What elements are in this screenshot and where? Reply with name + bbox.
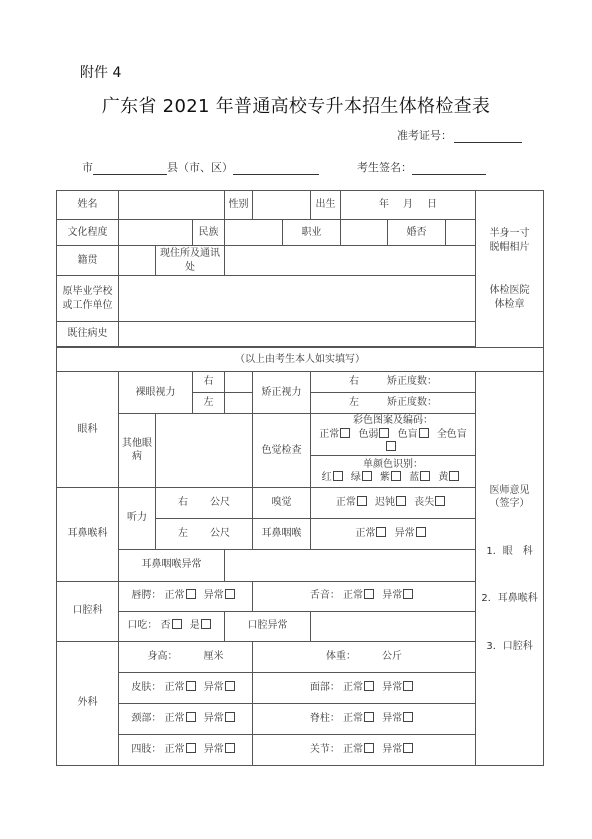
tongue-normal-label: 正常: [343, 590, 364, 602]
native-place-label: 籍贯: [57, 246, 119, 276]
cv-weak-checkbox[interactable]: [379, 428, 389, 438]
stutter-yes-checkbox[interactable]: [201, 619, 211, 629]
skin-normal-checkbox[interactable]: [186, 681, 196, 691]
location-signature-row: [82, 159, 522, 175]
limbs-normal-checkbox[interactable]: [186, 743, 196, 753]
limbs-normal-label: 正常: [164, 743, 185, 755]
eye-section-label: 眼科: [57, 372, 119, 488]
joints-normal-label: 正常: [343, 743, 364, 755]
red-label: 红: [321, 472, 332, 483]
row-ent-1: [57, 487, 544, 518]
smell-normal-label: 正常: [335, 496, 356, 508]
cv-weak-label: 色弱: [358, 428, 379, 440]
education-label: 文化程度: [57, 220, 119, 246]
photo-hint-1: 半身一寸: [489, 228, 530, 239]
face-normal-label: 正常: [343, 681, 364, 693]
year-label: 年: [379, 199, 390, 211]
hearing-right-unit: 公尺: [210, 496, 231, 508]
hearing-right-label: 右: [178, 496, 189, 508]
naked-vision-label: 裸眼视力: [119, 372, 193, 414]
eye-item-label: 1．眼 科: [486, 545, 533, 557]
history-label: 既往病史: [57, 322, 119, 347]
corrected-vision-label: 矫正视力: [253, 372, 311, 414]
spine-normal-label: 正常: [343, 712, 364, 724]
other-disease-label: 其他眼病: [119, 414, 156, 488]
skin-normal-label: 正常: [164, 681, 185, 693]
occupation-field[interactable]: [341, 220, 388, 246]
weight-label: 体重：: [326, 650, 357, 662]
height-unit: 厘米: [203, 650, 224, 662]
doctor-opinion-label: 医师意见: [489, 484, 530, 496]
hearing-right-cell[interactable]: [156, 487, 253, 518]
row-surgery-1: [57, 641, 544, 672]
face-abnormal-label: 异常: [382, 681, 403, 693]
smell-normal-checkbox[interactable]: [357, 496, 367, 506]
name-label: 姓名: [57, 191, 119, 220]
cv-normal-label: 正常: [319, 428, 340, 440]
row-eye-3: [57, 414, 544, 456]
row-eye-1: [57, 372, 544, 393]
spine-abnormal-label: 异常: [382, 712, 403, 724]
skin-cell: [119, 672, 253, 703]
cv-total-blind-checkbox[interactable]: [386, 441, 396, 451]
oral-abnormal-field[interactable]: [311, 611, 476, 641]
smell-lost-label: 丧失: [414, 496, 435, 508]
smell-dull-checkbox[interactable]: [396, 496, 406, 506]
weight-cell[interactable]: [253, 641, 476, 672]
purple-label: 紫: [380, 472, 391, 483]
joints-cell: [253, 734, 476, 765]
face-cell: [253, 672, 476, 703]
stutter-cell: [119, 611, 225, 641]
throat-options: [311, 518, 476, 549]
joints-normal-checkbox[interactable]: [364, 743, 374, 753]
naked-left-label: 左: [193, 393, 225, 414]
red-checkbox[interactable]: [333, 471, 343, 481]
tongue-label: 舌音：: [309, 590, 340, 602]
hearing-left-label: 左: [178, 527, 189, 539]
cv-normal-checkbox[interactable]: [340, 428, 350, 438]
school-label: 原毕业学校或工作单位: [57, 276, 119, 322]
county-field[interactable]: [233, 162, 319, 175]
surgery-section-label: 外科: [57, 641, 119, 765]
limbs-abnormal-checkbox[interactable]: [225, 743, 235, 753]
attachment-label: 附件 4: [80, 65, 122, 81]
month-label: 月: [403, 199, 414, 211]
marital-label: 婚否: [388, 220, 446, 246]
row-surgery-3: [57, 703, 544, 734]
seal-hint-1: 体检医院: [489, 285, 530, 296]
corrected-left-degree-label: 矫正度数：: [387, 397, 438, 409]
row-school: [57, 276, 544, 322]
doctor-sign-paren: （签字）: [489, 498, 530, 509]
lips-normal-checkbox[interactable]: [186, 589, 196, 599]
marital-field[interactable]: [446, 220, 476, 246]
face-normal-checkbox[interactable]: [364, 681, 374, 691]
neck-normal-checkbox[interactable]: [186, 712, 196, 722]
hearing-left-cell[interactable]: [156, 518, 253, 549]
corrected-left-cell[interactable]: [311, 393, 476, 414]
photo-area[interactable]: [476, 191, 544, 348]
ticket-number-field[interactable]: [454, 130, 522, 143]
lips-normal-label: 正常: [164, 590, 185, 602]
throat-abnormal-checkbox[interactable]: [416, 527, 426, 537]
row-oral-1: [57, 581, 544, 611]
purple-checkbox[interactable]: [391, 471, 401, 481]
hearing-left-unit: 公尺: [210, 527, 231, 539]
throat-abnormal-label: 异常: [394, 527, 415, 539]
ent-section-label: 耳鼻喉科: [57, 487, 119, 581]
smell-options: [311, 487, 476, 518]
stutter-yes-label: 是: [189, 620, 200, 632]
face-abnormal-checkbox[interactable]: [403, 681, 413, 691]
school-field[interactable]: [119, 276, 476, 322]
yellow-label: 黄: [438, 472, 449, 483]
oral-section-label: 口腔科: [57, 581, 119, 641]
row-ent-3: [57, 549, 544, 581]
doctor-opinion-column: [476, 372, 544, 766]
limbs-label: 四肢：: [131, 743, 162, 755]
self-fill-note: （以上由考生本人如实填写）: [57, 348, 544, 372]
lips-abnormal-label: 异常: [203, 590, 224, 602]
signature-label: 考生签名：: [357, 161, 412, 174]
corrected-right-label: 右: [349, 376, 360, 388]
throat-normal-checkbox[interactable]: [376, 527, 386, 537]
row-education: [57, 220, 544, 246]
color-plate-cell: [311, 414, 476, 456]
cv-total-blind-label: 全色盲: [436, 428, 467, 440]
row-surgery-4: [57, 734, 544, 765]
oral-item-label: 3．口腔科: [486, 640, 533, 652]
lips-abnormal-checkbox[interactable]: [225, 589, 235, 599]
joints-abnormal-label: 异常: [382, 743, 403, 755]
corrected-left-label: 左: [349, 397, 360, 409]
ent-abnormal-field[interactable]: [225, 549, 476, 581]
birth-date-field[interactable]: [341, 191, 476, 220]
county-label: 县（市、区）: [167, 161, 233, 174]
single-color-cell: [311, 455, 476, 487]
ent-abnormal-label: 耳鼻咽喉异常: [119, 549, 225, 581]
tongue-cell: [253, 581, 476, 611]
stutter-no-label: 否: [160, 620, 171, 632]
neck-label: 颈部：: [131, 712, 162, 724]
day-label: 日: [427, 199, 438, 211]
weight-unit: 公斤: [382, 650, 403, 662]
ticket-number-label: 准考证号：: [397, 129, 452, 142]
color-plate-label: 彩色图案及编码：: [353, 415, 434, 426]
joints-label: 关节：: [309, 743, 340, 755]
throat-normal-label: 正常: [355, 527, 376, 539]
spine-label: 脊柱：: [309, 712, 340, 724]
cv-blind-checkbox[interactable]: [419, 428, 429, 438]
spine-normal-checkbox[interactable]: [364, 712, 374, 722]
ticket-number-row: [397, 127, 522, 143]
lips-label: 唇腭：: [131, 590, 162, 602]
tongue-normal-checkbox[interactable]: [364, 589, 374, 599]
row-oral-2: [57, 611, 544, 641]
naked-right-field[interactable]: [225, 372, 253, 393]
name-field[interactable]: [119, 191, 225, 220]
skin-abnormal-label: 异常: [203, 681, 224, 693]
neck-abnormal-checkbox[interactable]: [225, 712, 235, 722]
hearing-label: 听力: [119, 487, 156, 549]
throat-label: 耳鼻咽喉: [253, 518, 311, 549]
row-note: [57, 348, 544, 372]
row-native: [57, 246, 544, 276]
naked-left-field[interactable]: [225, 393, 253, 414]
exam-table: [56, 190, 544, 766]
city-label: 市: [82, 161, 93, 174]
row-surgery-2: [57, 672, 544, 703]
history-field[interactable]: [119, 322, 476, 347]
signature-field[interactable]: [412, 162, 486, 175]
smell-dull-label: 迟钝: [375, 496, 396, 508]
face-label: 面部：: [309, 681, 340, 693]
city-field[interactable]: [93, 162, 167, 175]
green-checkbox[interactable]: [362, 471, 372, 481]
blue-label: 蓝: [409, 472, 420, 483]
row-name: [57, 191, 544, 220]
ethnicity-label: 民族: [193, 220, 225, 246]
color-vision-label: 色觉检查: [253, 414, 311, 488]
height-cell[interactable]: [119, 641, 253, 672]
address-field[interactable]: [225, 246, 476, 276]
native-place-field[interactable]: [119, 246, 156, 276]
ethnicity-field[interactable]: [225, 220, 283, 246]
smell-label: 嗅觉: [253, 487, 311, 518]
birth-label: 出生: [311, 191, 341, 220]
neck-abnormal-label: 异常: [203, 712, 224, 724]
skin-abnormal-checkbox[interactable]: [225, 681, 235, 691]
single-color-label: 单颜色识别：: [363, 458, 424, 470]
stutter-label: 口吃：: [127, 620, 158, 632]
photo-hint-2: 脱帽相片: [489, 241, 530, 253]
row-history: [57, 322, 544, 347]
ent-item-label: 2．耳鼻喉科: [481, 593, 538, 604]
stutter-no-checkbox[interactable]: [172, 619, 182, 629]
occupation-label: 职业: [283, 220, 341, 246]
green-label: 绿: [350, 472, 361, 483]
address-label: 现住所及通讯处: [156, 246, 225, 276]
joints-abnormal-checkbox[interactable]: [403, 743, 413, 753]
limbs-abnormal-label: 异常: [203, 743, 224, 755]
tongue-abnormal-label: 异常: [382, 590, 403, 602]
smell-lost-checkbox[interactable]: [435, 496, 445, 506]
neck-normal-label: 正常: [164, 712, 185, 724]
height-label: 身高：: [147, 650, 178, 662]
blue-checkbox[interactable]: [420, 471, 430, 481]
form-title: 广东省 2021 年普通高校专升本招生体格检查表: [101, 96, 491, 117]
corrected-right-degree-label: 矫正度数：: [387, 376, 438, 388]
gender-field[interactable]: [253, 191, 311, 220]
oral-abnormal-label: 口腔异常: [225, 611, 311, 641]
neck-cell: [119, 703, 253, 734]
skin-label: 皮肤：: [131, 681, 162, 693]
seal-hint-2: 体检章: [494, 298, 525, 310]
corrected-right-cell[interactable]: [311, 372, 476, 393]
naked-right-label: 右: [193, 372, 225, 393]
spine-abnormal-checkbox[interactable]: [403, 712, 413, 722]
other-disease-field[interactable]: [156, 414, 253, 488]
education-field[interactable]: [119, 220, 193, 246]
cv-blind-label: 色盲: [397, 428, 418, 440]
yellow-checkbox[interactable]: [449, 471, 459, 481]
tongue-abnormal-checkbox[interactable]: [403, 589, 413, 599]
gender-label: 性别: [225, 191, 253, 220]
lips-cell: [119, 581, 253, 611]
spine-cell: [253, 703, 476, 734]
limbs-cell: [119, 734, 253, 765]
